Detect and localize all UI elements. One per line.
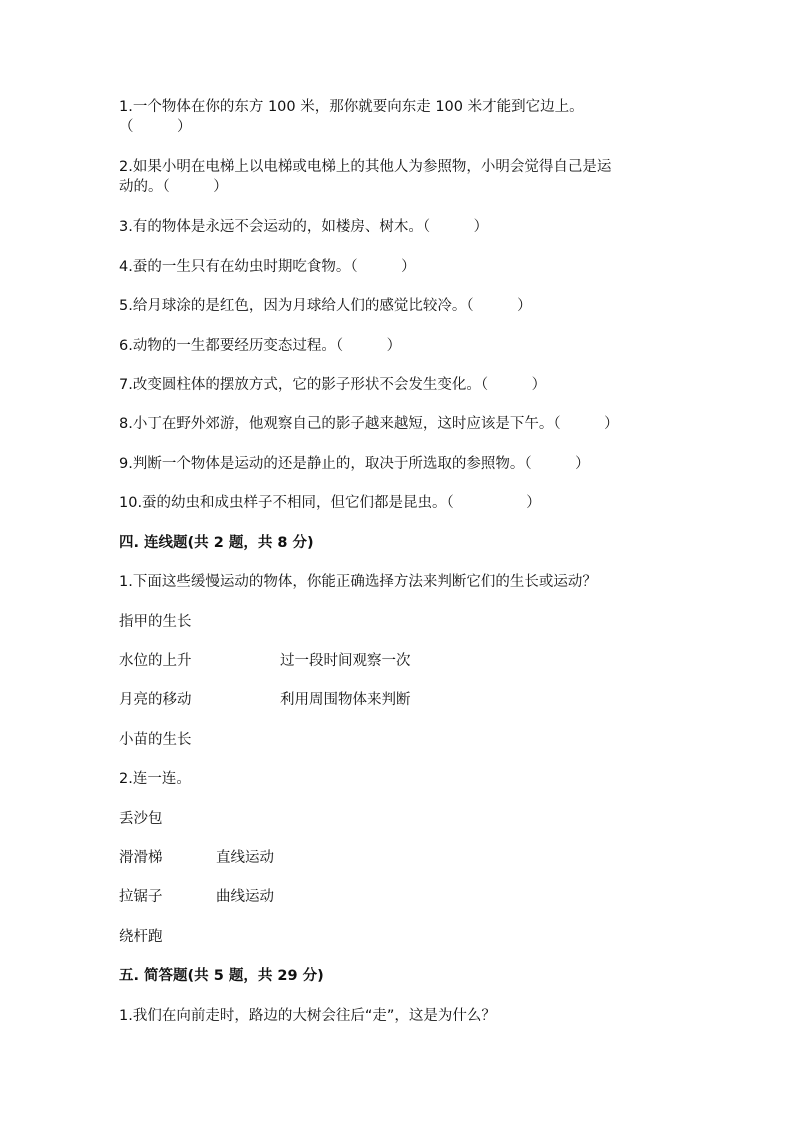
judge-item-10: 10.蚕的幼虫和成虫样子不相同，但它们都是昆虫。（ ）	[119, 495, 541, 511]
judge-item-6: 6.动物的一生都要经历变态过程。（ ）	[119, 338, 402, 354]
match-q1-left-1: 指甲的生长	[119, 614, 192, 630]
match-q2-left-3: 拉锯子	[119, 889, 163, 905]
match-q1-left-3: 月亮的移动	[119, 692, 192, 708]
judge-item-2: 2.如果小明在电梯上以电梯或电梯上的其他人为参照物，小明会觉得自己是运	[119, 159, 612, 175]
match-q1-right-1: 过一段时间观察一次	[280, 653, 411, 669]
section-5-title: 五. 简答题(共 5 题，共 29 分)	[119, 968, 324, 984]
judge-item-9: 9.判断一个物体是运动的还是静止的，取决于所选取的参照物。（ ）	[119, 456, 590, 472]
match-question-1-stem: 1.下面这些缓慢运动的物体，你能正确选择方法来判断它们的生长或运动？	[119, 574, 597, 590]
match-q1-left-2: 水位的上升	[119, 653, 192, 669]
judge-item-7: 7.改变圆柱体的摆放方式，它的影子形状不会发生变化。（ ）	[119, 377, 547, 393]
match-q2-right-1: 直线运动	[216, 850, 274, 866]
match-q1-right-2: 利用周围物体来判断	[280, 692, 411, 708]
match-q2-left-1: 丢沙包	[119, 811, 163, 827]
section-4-title: 四. 连线题(共 2 题，共 8 分)	[119, 535, 314, 551]
match-q2-right-2: 曲线运动	[216, 889, 274, 905]
match-q1-left-4: 小苗的生长	[119, 732, 192, 748]
judge-item-2-cont: 动的。（ ）	[119, 179, 228, 195]
judge-item-1: 1.一个物体在你的东方 100 米，那你就要向东走 100 米才能到它边上。	[119, 99, 584, 115]
short-answer-question-1: 1.我们在向前走时，路边的大树会往后“走”，这是为什么？	[119, 1008, 496, 1024]
judge-item-5: 5.给月球涂的是红色，因为月球给人们的感觉比较冷。（ ）	[119, 298, 532, 314]
match-q2-left-2: 滑滑梯	[119, 850, 163, 866]
judge-item-1-bracket: （ ）	[119, 119, 192, 135]
match-q2-left-4: 绕杆跑	[119, 929, 163, 945]
match-question-2-stem: 2.连一连。	[119, 771, 191, 787]
judge-item-3: 3.有的物体是永远不会运动的，如楼房、树木。（ ）	[119, 219, 489, 235]
judge-item-4: 4.蚕的一生只有在幼虫时期吃食物。（ ）	[119, 259, 416, 275]
judge-item-8: 8.小丁在野外郊游，他观察自己的影子越来越短，这时应该是下午。（ ）	[119, 416, 619, 432]
